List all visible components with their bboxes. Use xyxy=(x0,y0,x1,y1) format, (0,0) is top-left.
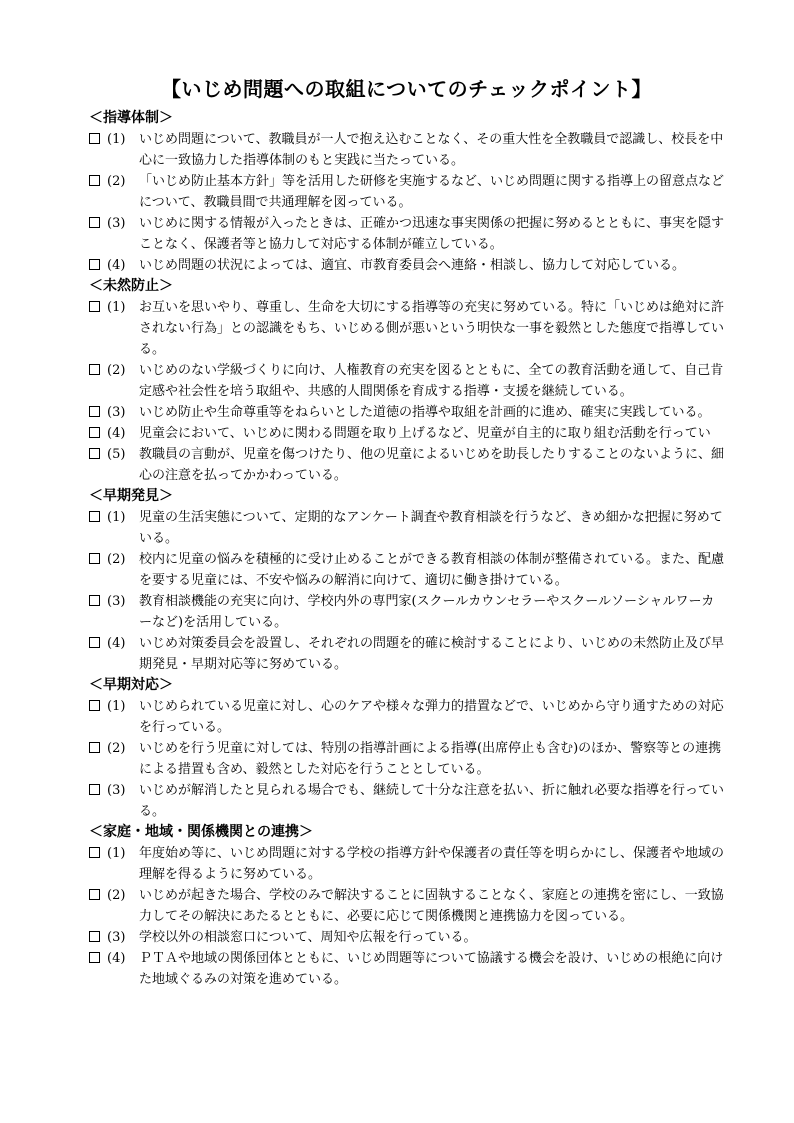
checklist-item xyxy=(89,885,724,927)
checkbox[interactable] xyxy=(89,175,100,186)
checkbox[interactable] xyxy=(89,427,100,438)
checklist-item xyxy=(89,549,724,591)
item-text: 教育相談機能の充実に向け、学校内外の専門家(スクールカウンセラーやスクールソーシャルワーカーなど)を活用している。 xyxy=(139,594,715,630)
checklist-section xyxy=(89,822,724,990)
checkbox[interactable] xyxy=(89,700,100,711)
section-heading: ＜未然防止＞ xyxy=(89,278,173,294)
item-text: 年度始め等に、いじめ問題に対する学校の指導方針や保護者の責任等を明らかにし、保護者や地域の理解を得るように努めている。 xyxy=(139,846,725,882)
checkbox[interactable] xyxy=(89,553,100,564)
item-number: (1) xyxy=(107,132,126,147)
item-text: ＰＴＡや地域の関係団体とともに、いじめ問題等について協議する機会を設け、いじめの根絶に向けた地域ぐるみの対策を進めている。 xyxy=(139,951,724,987)
item-text: いじめを行う児童に対しては、特別の指導計画による指導(出席停止も含む)のほか、警察等との連携による措置も含め、毅然とした対応を行うこととしている。 xyxy=(139,741,722,777)
item-number: (2) xyxy=(107,363,126,378)
checklist-item xyxy=(89,591,724,633)
item-number: (1) xyxy=(107,300,126,315)
item-number: (4) xyxy=(107,951,126,966)
item-text: いじめられている児童に対し、心のケアや様々な弾力的措置などで、いじめから守り通すための対応を行っている。 xyxy=(139,699,724,735)
checklist-item xyxy=(89,129,724,171)
item-number: (2) xyxy=(107,741,126,756)
item-number: (3) xyxy=(107,405,126,420)
checklist-item xyxy=(89,948,724,990)
item-text: いじめに関する情報が入ったときは、正確かつ迅速な事実関係の把握に努めるとともに、事実を隠すことなく、保護者等と協力して対応する体制が確立している。 xyxy=(139,216,725,252)
item-number: (4) xyxy=(107,636,126,651)
checklist-item xyxy=(89,633,724,675)
item-text: 児童会において、いじめに関わる問題を取り上げるなど、児童が自主的に取り組む活動を行ってい xyxy=(139,426,711,441)
checklist-item xyxy=(89,843,724,885)
checkbox[interactable] xyxy=(89,637,100,648)
item-number: (3) xyxy=(107,216,126,231)
checklist-item xyxy=(89,423,724,444)
item-text: いじめ防止や生命尊重等をねらいとした道徳の指導や取組を計画的に進め、確実に実践している。 xyxy=(139,405,711,420)
item-number: (2) xyxy=(107,888,126,903)
checkbox[interactable] xyxy=(89,217,100,228)
checklist-item xyxy=(89,444,724,486)
item-text: いじめ対策委員会を設置し、それぞれの問題を的確に検討することにより、いじめの未然防止及び早期発見・早期対応等に努めている。 xyxy=(139,636,725,672)
item-text: 教職員の言動が、児童を傷つけたり、他の児童によるいじめを助長したりすることのないように、細心の注意を払ってかかわっている。 xyxy=(139,447,725,483)
item-number: (4) xyxy=(107,258,126,273)
section-heading: ＜早期対応＞ xyxy=(89,677,173,693)
item-number: (3) xyxy=(107,594,126,609)
checkbox[interactable] xyxy=(89,448,100,459)
item-text: いじめ問題の状況によっては、適宜、市教育委員会へ連絡・相談し、協力して対応している。 xyxy=(139,258,686,273)
item-text: 「いじめ防止基本方針」等を活用した研修を実施するなど、いじめ問題に関する指導上の留意点などについて、教職員間で共通理解を図っている。 xyxy=(139,174,725,210)
checklist-item xyxy=(89,738,724,780)
checklist-item xyxy=(89,507,724,549)
item-text: 児童の生活実態について、定期的なアンケート調査や教育相談を行うなど、きめ細かな把握に努めている。 xyxy=(139,510,723,546)
item-number: (3) xyxy=(107,930,126,945)
item-number: (1) xyxy=(107,846,126,861)
checklist-item xyxy=(89,780,724,822)
checklist-section xyxy=(89,108,724,276)
checkbox[interactable] xyxy=(89,133,100,144)
checkbox[interactable] xyxy=(89,511,100,522)
item-text: いじめ問題について、教職員が一人で抱え込むことなく、その重大性を全教職員で認識し、校長を中心に一致協力した指導体制のもと実践に当たっている。 xyxy=(139,132,724,168)
checklist-item xyxy=(89,402,724,423)
checkbox[interactable] xyxy=(89,847,100,858)
checklist-item xyxy=(89,696,724,738)
checklist-section xyxy=(89,675,724,822)
checkbox[interactable] xyxy=(89,406,100,417)
checkbox[interactable] xyxy=(89,259,100,270)
checklist-item xyxy=(89,360,724,402)
item-number: (4) xyxy=(107,426,126,441)
item-number: (1) xyxy=(107,699,126,714)
checkbox[interactable] xyxy=(89,931,100,942)
checkbox[interactable] xyxy=(89,301,100,312)
item-text: いじめが起きた場合、学校のみで解決することに固執することなく、家庭との連携を密にし、一致協力してその解決にあたるとともに、必要に応じて関係機関と連携協力を図っている。 xyxy=(139,888,724,924)
page-title: 【いじめ問題への取組についてのチェックポイント】 xyxy=(161,77,652,101)
item-text: いじめのない学級づくりに向け、人権教育の充実を図るとともに、全ての教育活動を通して、自己肯定感や社会性を培う取組や、共感的人間関係を育成する指導・支援を継続している。 xyxy=(139,363,724,399)
checklist-item xyxy=(89,255,724,276)
checklist-item xyxy=(89,297,724,360)
item-number: (2) xyxy=(107,174,126,189)
section-heading: ＜指導体制＞ xyxy=(89,110,173,126)
item-text: 学校以外の相談窓口について、周知や広報を行っている。 xyxy=(139,930,477,945)
item-number: (3) xyxy=(107,783,126,798)
checklist-section xyxy=(89,486,724,675)
checklist-section xyxy=(89,276,724,486)
item-number: (5) xyxy=(107,447,126,462)
item-text: お互いを思いやり、尊重し、生命を大切にする指導等の充実に努めている。特に「いじめは絶対に許されない行為」との認識をもち、いじめる側が悪いという明快な一事を毅然とした態度で指導している。 xyxy=(139,300,725,357)
checkbox[interactable] xyxy=(89,364,100,375)
checklist-item xyxy=(89,213,724,255)
checkbox[interactable] xyxy=(89,742,100,753)
item-text: 校内に児童の悩みを積極的に受け止めることができる教育相談の体制が整備されている。また、配慮を要する児童には、不安や悩みの解消に向けて、適切に働き掛けている。 xyxy=(139,552,725,588)
checklist-item xyxy=(89,927,724,948)
checkbox[interactable] xyxy=(89,784,100,795)
checklist-body xyxy=(89,108,724,990)
checklist-item xyxy=(89,171,724,213)
checkbox[interactable] xyxy=(89,952,100,963)
section-heading: ＜家庭・地域・関係機関との連携＞ xyxy=(89,824,313,840)
item-number: (1) xyxy=(107,510,126,525)
item-number: (2) xyxy=(107,552,126,567)
item-text: いじめが解消したと見られる場合でも、継続して十分な注意を払い、折に触れ必要な指導を行っている。 xyxy=(139,783,725,819)
section-heading: ＜早期発見＞ xyxy=(89,488,173,504)
checkbox[interactable] xyxy=(89,889,100,900)
checkbox[interactable] xyxy=(89,595,100,606)
